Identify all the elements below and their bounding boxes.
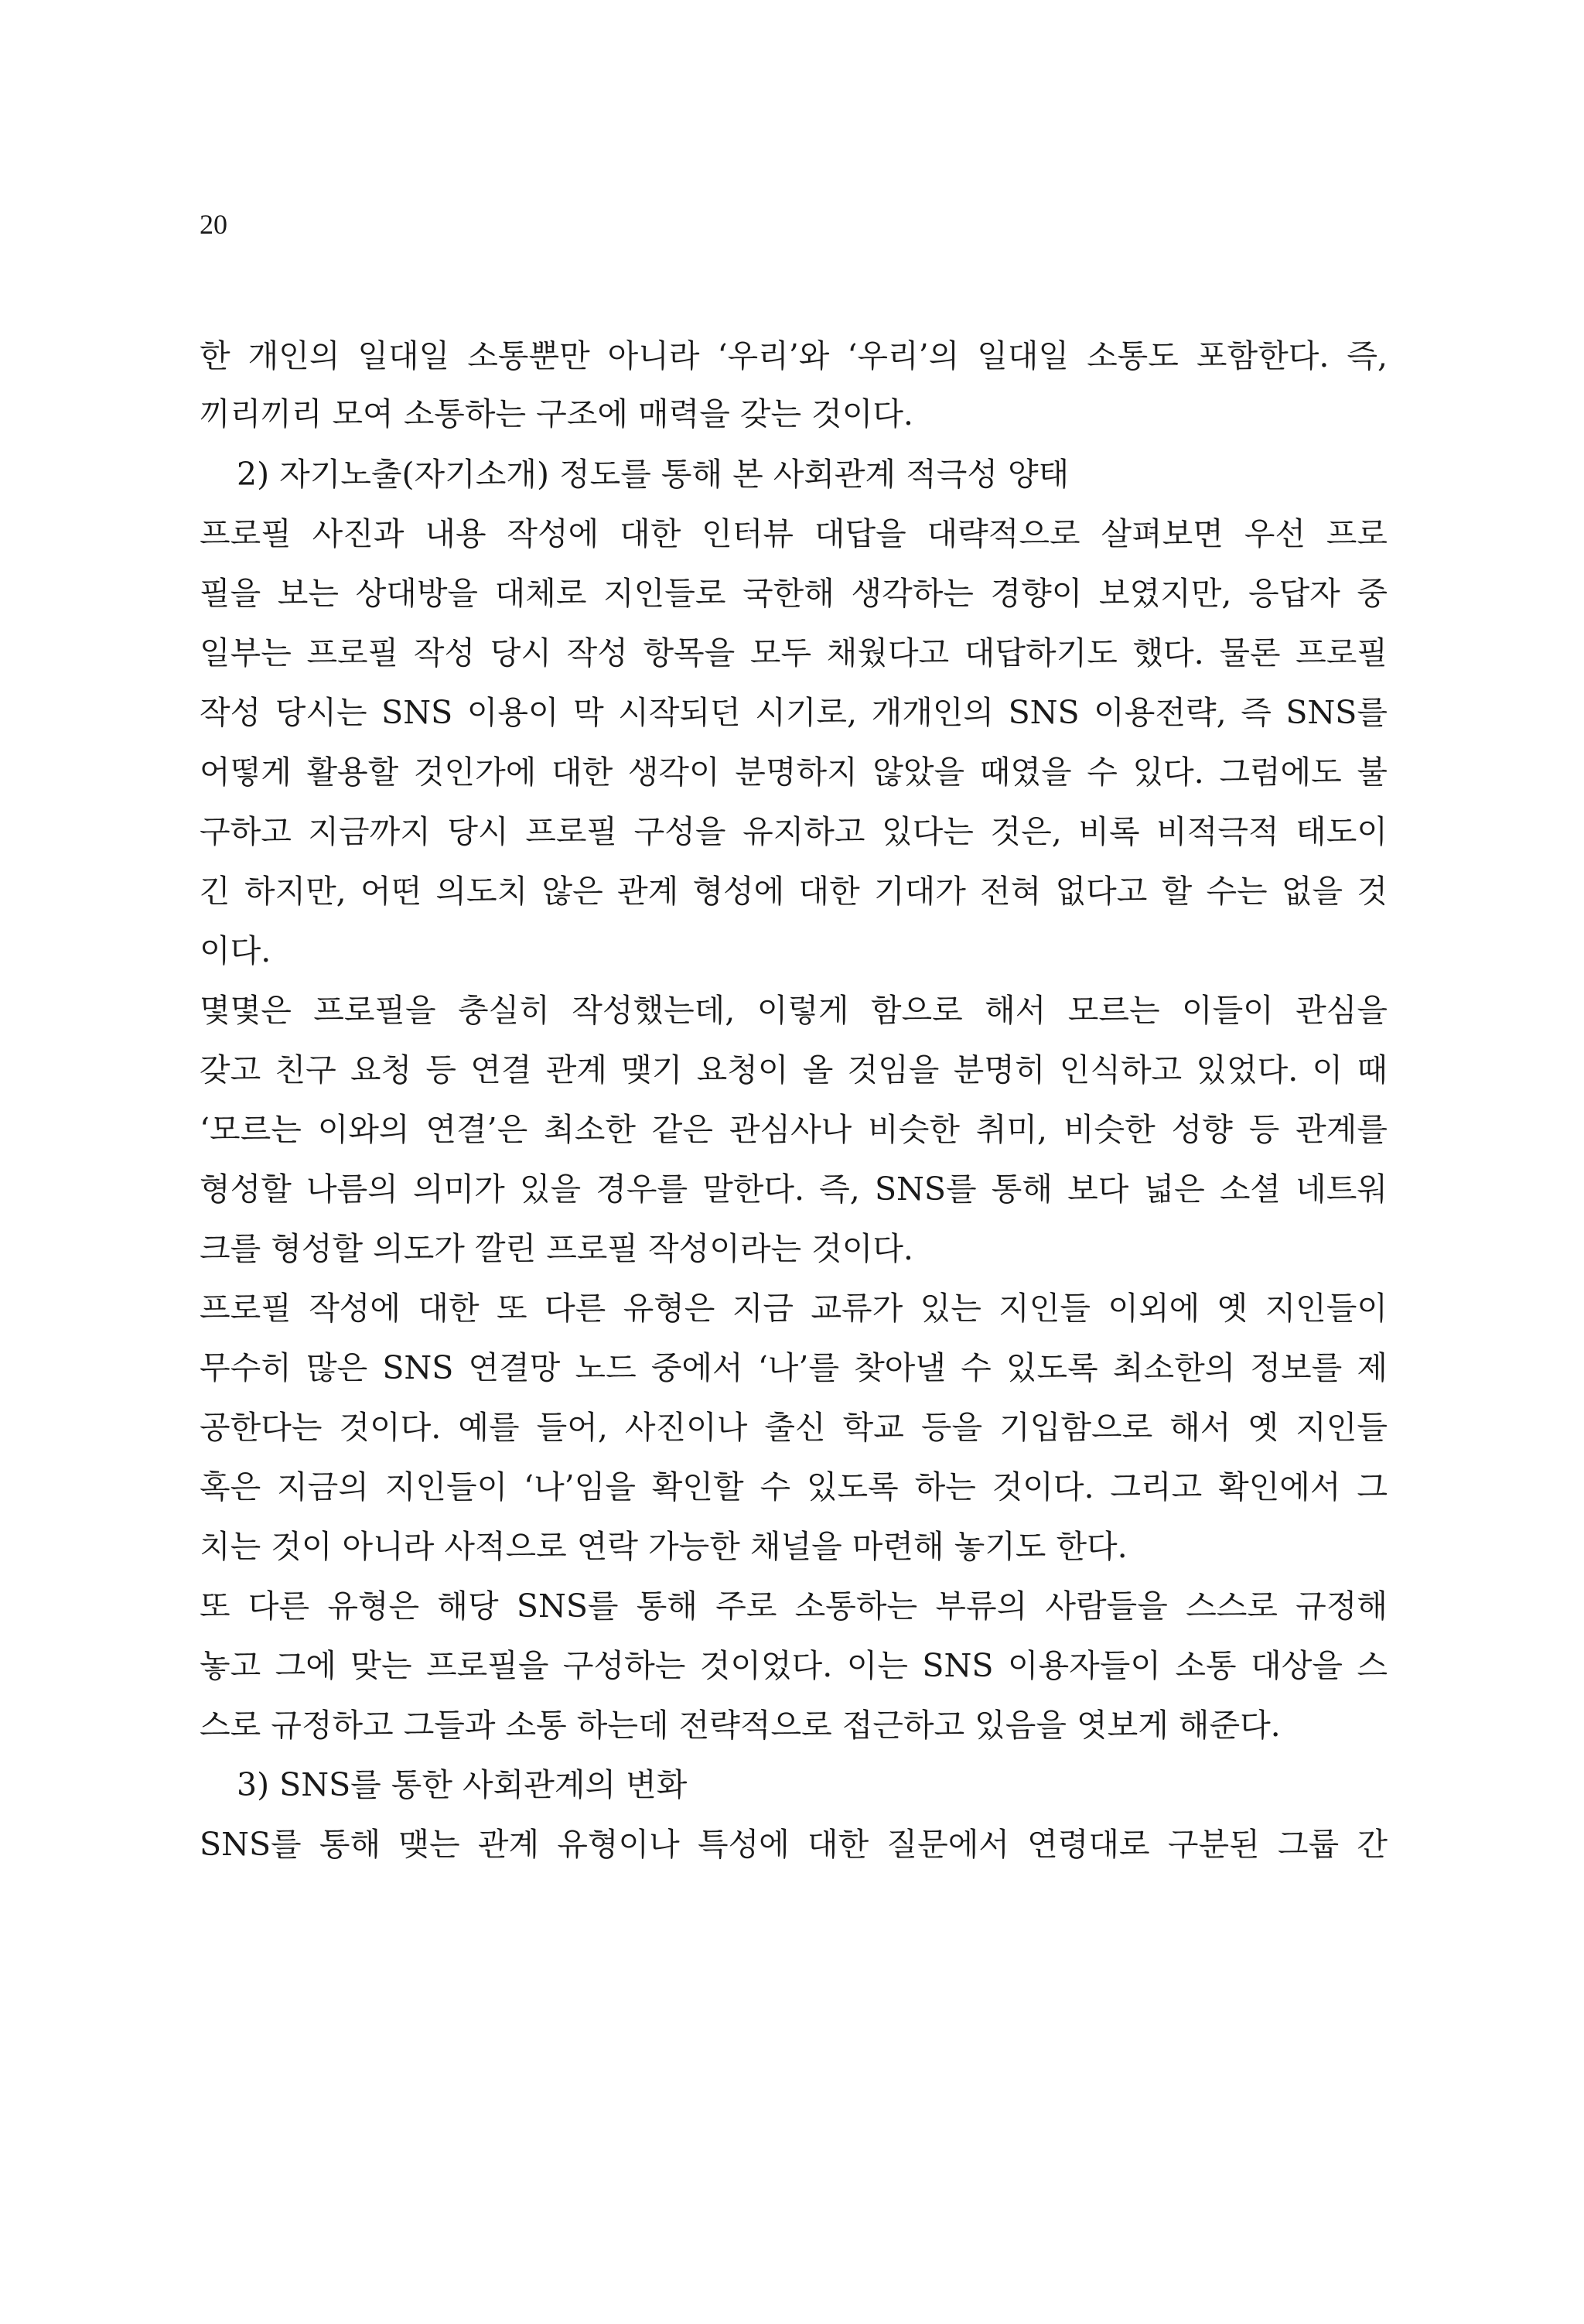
- text-line: 갖고 친구 요청 등 연결 관계 맺기 요청이 올 것임을 분명히 인식하고 있었다. 이 때: [200, 1051, 1388, 1089]
- text-line: 몇몇은 프로필을 충실히 작성했는데, 이렇게 함으로 해서 모르는 이들이 관심을: [200, 992, 1388, 1029]
- section-heading: 3) SNS를 통한 사회관계의 변화: [237, 1766, 688, 1803]
- text-line: 공한다는 것이다. 예를 들어, 사진이나 출신 학교 등을 기입함으로 해서 옛 지인들: [200, 1409, 1388, 1446]
- text-line: 형성할 나름의 의미가 있을 경우를 말한다. 즉, SNS를 통해 보다 넓은 소셜 네트워: [200, 1171, 1388, 1208]
- text-line: 작성 당시는 SNS 이용이 막 시작되던 시기로, 개개인의 SNS 이용전략, 즉 SNS를: [200, 694, 1388, 731]
- text-line: 끼리끼리 모여 소통하는 구조에 매력을 갖는 것이다.: [200, 395, 913, 432]
- text-line: 또 다른 유형은 해당 SNS를 통해 주로 소통하는 부류의 사람들을 스스로 규정해: [200, 1587, 1388, 1625]
- text-line: 한 개인의 일대일 소통뿐만 아니라 ‘우리’와 ‘우리’의 일대일 소통도 포함한다. 즉,: [200, 337, 1388, 374]
- text-line: 스로 규정하고 그들과 소통 하는데 전략적으로 접근하고 있음을 엿보게 해준다.: [200, 1707, 1281, 1744]
- text-line: SNS를 통해 맺는 관계 유형이나 특성에 대한 질문에서 연령대로 구분된 그룹 간: [200, 1826, 1388, 1863]
- text-line: 혹은 지금의 지인들이 ‘나’임을 확인할 수 있도록 하는 것이다. 그리고 확인에서 그: [200, 1468, 1388, 1505]
- text-line: 치는 것이 아니라 사적으로 연락 가능한 채널을 마련해 놓기도 한다.: [200, 1528, 1128, 1565]
- text-line: 필을 보는 상대방을 대체로 지인들로 국한해 생각하는 경향이 보였지만, 응답자 중: [200, 575, 1388, 612]
- text-line: 프로필 사진과 내용 작성에 대한 인터뷰 대답을 대략적으로 살펴보면 우선 프로: [200, 515, 1388, 552]
- text-line: 무수히 많은 SNS 연결망 노드 중에서 ‘나’를 찾아낼 수 있도록 최소한의 정보를 제: [200, 1349, 1388, 1386]
- page-number: 20: [200, 209, 227, 240]
- text-line: 어떻게 활용할 것인가에 대한 생각이 분명하지 않았을 때였을 수 있다. 그럼에도 불: [200, 754, 1388, 791]
- text-line: 이다.: [200, 932, 271, 969]
- text-line: 구하고 지금까지 당시 프로필 구성을 유지하고 있다는 것은, 비록 비적극적 태도이: [200, 813, 1388, 850]
- text-line: 놓고 그에 맞는 프로필을 구성하는 것이었다. 이는 SNS 이용자들이 소통 대상을 스: [200, 1647, 1388, 1684]
- text-line: 크를 형성할 의도가 깔린 프로필 작성이라는 것이다.: [200, 1230, 913, 1267]
- text-line: 프로필 작성에 대한 또 다른 유형은 지금 교류가 있는 지인들 이외에 옛 지인들이: [200, 1290, 1388, 1327]
- section-heading: 2) 자기노출(자기소개) 정도를 통해 본 사회관계 적극성 양태: [237, 456, 1070, 493]
- text-line: 긴 하지만, 어떤 의도치 않은 관계 형성에 대한 기대가 전혀 없다고 할 수는 없을 것: [200, 873, 1388, 910]
- text-line: ‘모르는 이와의 연결’은 최소한 같은 관심사나 비슷한 취미, 비슷한 성향 등 관계를: [200, 1111, 1388, 1148]
- text-line: 일부는 프로필 작성 당시 작성 항목을 모두 채웠다고 대답하기도 했다. 물론 프로필: [200, 634, 1388, 672]
